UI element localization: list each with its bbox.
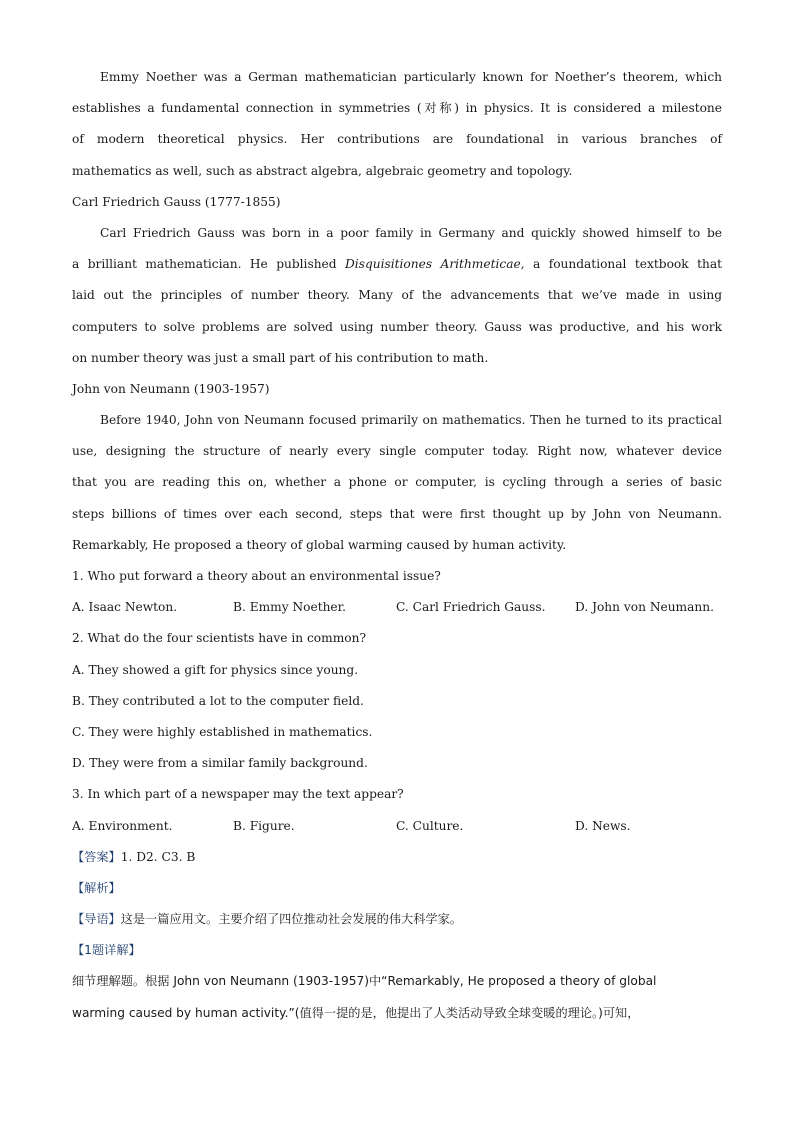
- guide-label: 【导语】: [72, 912, 121, 927]
- document-page: [72, 62, 722, 1029]
- heading-gauss: Carl Friedrich Gauss (1777-1855): [72, 194, 281, 209]
- text-line: Emmy Noether was a German mathematician particularly known for Noether’s theorem, which: [100, 70, 722, 84]
- question-2: 2. What do the four scientists have in common?: [72, 631, 366, 646]
- question-3-options: [72, 811, 722, 842]
- analysis-label: 【解析】: [72, 880, 121, 895]
- text-segment: a brilliant mathematician. He published: [72, 257, 346, 272]
- answer-line: [72, 842, 722, 873]
- paragraph-neumann: [72, 405, 722, 561]
- option-b: B. Figure.: [233, 818, 295, 833]
- option-a: A. Isaac Newton.: [72, 600, 178, 615]
- text-line: steps billions of times over each second, steps that were first thought up by John von Neumann.: [72, 506, 722, 521]
- paragraph-gauss: [72, 218, 722, 374]
- option-b: B. Emmy Noether.: [233, 600, 347, 615]
- question-1: 1. Who put forward a theory about an environmental issue?: [72, 569, 441, 583]
- option-c: C. Carl Friedrich Gauss.: [396, 600, 546, 615]
- option-b: B. They contributed a lot to the computer field.: [72, 693, 364, 708]
- text-line: laid out the principles of number theory. Many of the advancements that we’ve made in using: [72, 288, 722, 303]
- answer-text: 1. D2. C3. B: [120, 849, 196, 864]
- guide-line: [72, 904, 722, 935]
- detail-1-line: 细节理解题。根据 John von Neumann (1903-1957)中“Remarkably, He proposed a theory of global: [72, 974, 657, 989]
- paragraph-noether: [72, 62, 722, 187]
- text-line: establishes a fundamental connection in symmetries (对称) in physics. It is considered a milestone: [72, 101, 722, 116]
- text-line: mathematics as well, such as abstract algebra, algebraic geometry and topology.: [72, 163, 573, 178]
- detail-1-label: 【1题详解】: [72, 943, 141, 958]
- guide-text: 这是一篇应用文。主要介绍了四位推动社会发展的伟大科学家。: [120, 912, 462, 927]
- book-title: Disquisitiones Arithmeticae,: [345, 257, 525, 272]
- heading-neumann: John von Neumann (1903-1957): [72, 381, 270, 396]
- text-line: on number theory was just a small part of his contribution to math.: [72, 350, 489, 365]
- text-line: of modern theoretical physics. Her contributions are foundational in various branches of: [72, 132, 722, 147]
- option-a: A. Environment.: [72, 818, 173, 833]
- text-line: Before 1940, John von Neumann focused primarily on mathematics. Then he turned to its practical: [100, 413, 722, 428]
- text-segment: a foundational textbook that: [524, 257, 722, 272]
- option-d: D. News.: [575, 818, 631, 833]
- option-c: C. They were highly established in mathematics.: [72, 724, 373, 739]
- text-line: Remarkably, He proposed a theory of global warming caused by human activity.: [72, 537, 567, 552]
- text-line: computers to solve problems are solved using number theory. Gauss was productive, and his work: [72, 319, 722, 334]
- detail-1-line: warming caused by human activity.”(值得一提的是，他提出了人类活动导致全球变暖的理论。)可知，: [72, 1005, 640, 1020]
- question-3: 3. In which part of a newspaper may the text appear?: [72, 787, 404, 802]
- option-d: D. They were from a similar family background.: [72, 756, 368, 771]
- option-c: C. Culture.: [396, 818, 464, 833]
- question-1-options: [72, 592, 722, 623]
- option-a: A. They showed a gift for physics since young.: [72, 662, 359, 677]
- option-d: D. John von Neumann.: [575, 600, 714, 615]
- text-line: Carl Friedrich Gauss was born in a poor family in Germany and quickly showed himself to be: [100, 225, 722, 240]
- text-line: that you are reading this on, whether a phone or computer, is cycling through a series of basic: [72, 475, 722, 490]
- text-line: [72, 249, 722, 280]
- answer-label: 【答案】: [72, 849, 121, 864]
- text-line: use, designing the structure of nearly every single computer today. Right now, whatever device: [72, 444, 722, 459]
